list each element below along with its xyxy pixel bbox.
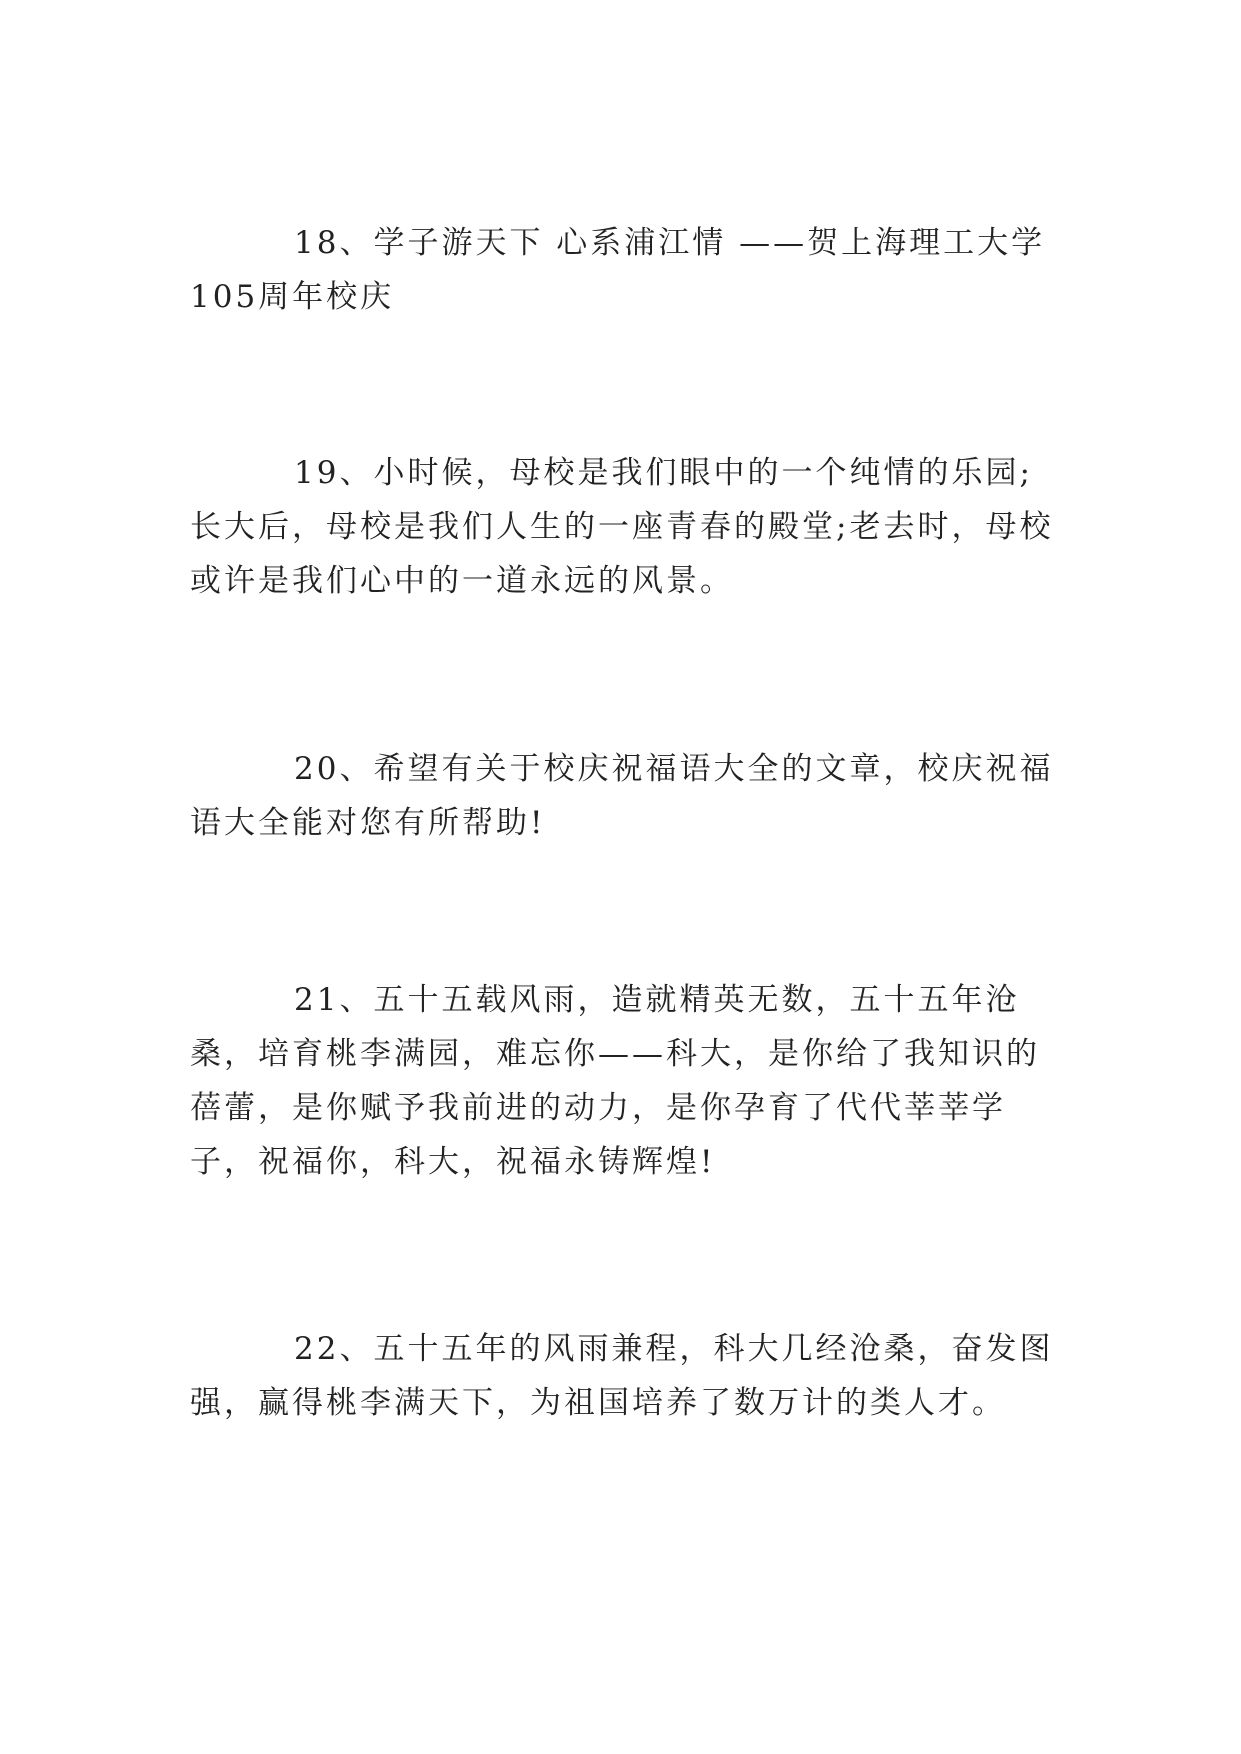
paragraph-21: 21、五十五载风雨，造就精英无数，五十五年沧桑，培育桃李满园，难忘你——科大，是你给了我知识的蓓蕾，是你赋予我前进的动力，是你孕育了代代莘莘学子，祝福你，科大，祝福永铸辉煌! xyxy=(190,982,1040,1180)
paragraph-22: 22、五十五年的风雨兼程，科大几经沧桑，奋发图强，赢得桃李满天下，为祖国培养了数万计的类人才。 xyxy=(190,1331,1054,1421)
paragraph-20: 20、希望有关于校庆祝福语大全的文章，校庆祝福语大全能对您有所帮助! xyxy=(190,751,1054,841)
paragraph-19: 19、小时候，母校是我们眼中的一个纯情的乐园;长大后，母校是我们人生的一座青春的殿堂;老去时，母校或许是我们心中的一道永远的风景。 xyxy=(190,455,1054,599)
paragraph-18: 18、学子游天下 心系浦江情 ——贺上海理工大学105周年校庆 xyxy=(190,225,1046,315)
